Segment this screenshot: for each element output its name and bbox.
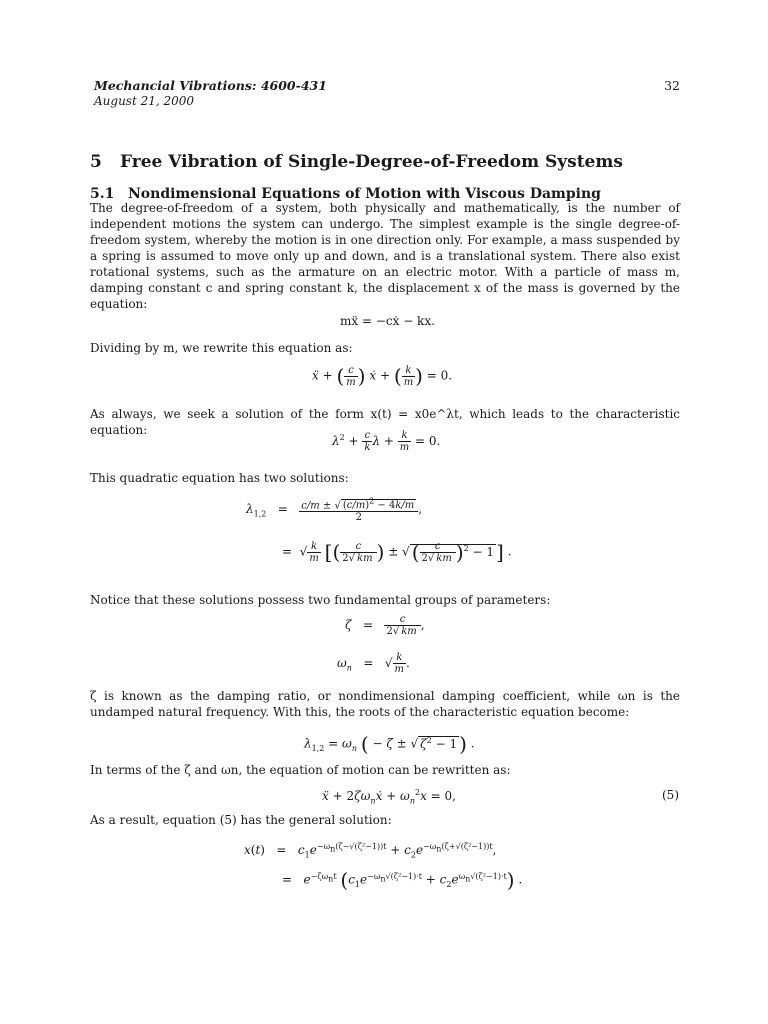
paragraph-seek-solution: As always, we seek a solution of the form x(t) = x0e^λt, which leads to the characteristic equation: [90, 407, 680, 437]
subsection-title: Nondimensional Equations of Motion with Viscous Damping [128, 186, 601, 202]
equation-roots-zeta: $\lambda_{1,2} = \omega_n$ ( − ζ ± √ $\zeta^2 - 1$ ) . [304, 732, 475, 756]
paragraph-parameter-groups: Notice that these solutions possess two fundamental groups of parameters: [90, 593, 551, 607]
section-title: Free Vibration of Single-Degree-of-Freedom Systems [120, 152, 623, 172]
equation-characteristic: $\lambda^2$ + $\frac{c}{k}$ λ + $\frac{k}{m}$ = 0. [332, 430, 441, 453]
equation-motion: mẍ = −cẋ − kx. [340, 314, 435, 328]
equation-roots-1: $\lambda_{1,2}$ = $\frac{c/m \pm √ (c/m)^2 - 4k/m}{2}$ , [246, 497, 423, 524]
paragraph-two-solutions: This quadratic equation has two solutions: [90, 471, 349, 485]
equation-general-solution-2: = $e^{-\zeta\omega_nt}$ $(c_1e^{-\omega_n√(\zeta^2-1)\cdot t} + c_2e^{\omega_n√(\zeta^2-1)\cdot t})$ . [282, 868, 523, 892]
equation-roots-2: = √ $\frac{k}{m}$ [( $\frac{c}{2√ km}$ ) ± √ ( $\frac{c}{2√ km}$ )$^2$ − 1 ] . [282, 540, 512, 564]
running-header [94, 78, 680, 108]
equation-standard-form: ẍ + $2\zeta\omega_nẋ + \omega_n^2x = 0$, [322, 788, 456, 806]
section-heading [90, 152, 623, 172]
equation-general-solution-1: $x(t) = c_1e^{-\omega_n(\zeta-√(\zeta^2-1))t} + c_2e^{-\omega_n(\zeta+√(\zeta^2-1))t}$, [244, 842, 497, 860]
equation-normalized: ẍ + ( $\frac{c}{m}$ ) ẋ + ( $\frac{k}{m}$ ) = 0. [312, 364, 453, 388]
paragraph-rewrite: In terms of the ζ and ωn, the equation of motion can be rewritten as: [90, 763, 511, 777]
paragraph-general-solution: As a result, equation (5) has the general solution: [90, 813, 392, 827]
paragraph-damping-definition: ζ is known as the damping ratio, or nondimensional damping coefficient, while ωn is the undamped natural frequency. With this, the roots of the characteristic equation become: [90, 689, 680, 719]
course-title: Mechancial Vibrations: 4600-431 [94, 78, 327, 93]
subsection-number: 5.1 [90, 186, 115, 202]
header-date: August 21, 2000 [94, 94, 195, 108]
equation-damping-ratio: ζ = $\frac{c}{2√ km}$ , [345, 614, 425, 637]
page-number: 32 [664, 78, 680, 93]
paragraph-dividing: Dividing by m, we rewrite this equation as: [90, 341, 353, 355]
section-number: 5 [90, 152, 102, 172]
paragraph-intro: The degree-of-freedom of a system, both physically and mathematically, is the number of independent motions the system can undergo. The simplest example is the single degree-of-freedom system, whereby the motion is in one direction only. For example, a mass suspended by a spring is assumed to move only up and down, and is a translational system. There also exist rotational systems, such as the armature on an electric motor. With a particle of mass m, damping constant c and spring constant k, the displacement x of the mass is governed by the equation: [90, 201, 680, 311]
equation-natural-frequency: $\omega_n$ = √ $\frac{k}{m}$ . [337, 652, 410, 675]
equation-number: (5) [662, 788, 679, 802]
